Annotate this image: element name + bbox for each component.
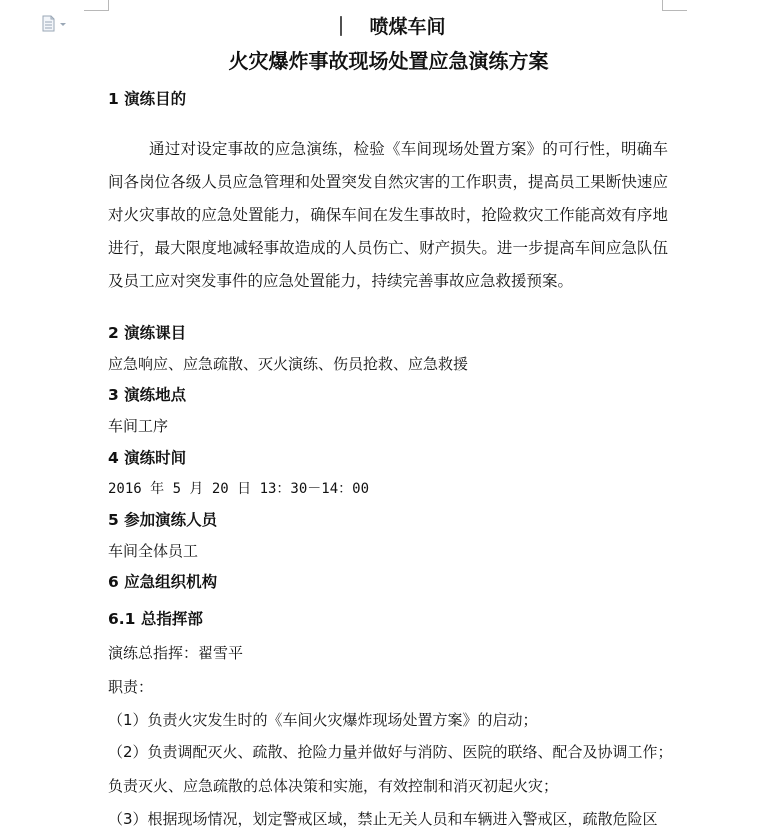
workshop-heading: ｜ 喷煤车间 — [331, 16, 446, 38]
page-corner-mark-right — [662, 0, 687, 11]
duty-item-1: （1）负责火灾发生时的《车间火灾爆炸现场处置方案》的启动； — [108, 711, 538, 729]
section-6-1-title: 6.1 总指挥部 — [108, 610, 203, 628]
duty-item-2: （2）负责调配灭火、疏散、抢险力量并做好与消防、医院的联络、配合及协调工作； — [108, 743, 673, 761]
duty-item-2-continued: 负责灭火、应急疏散的总体决策和实施，有效控制和消灭初起火灾； — [108, 777, 559, 795]
document-title: 火灾爆炸事故现场处置应急演练方案 — [228, 49, 549, 73]
section-5-body: 车间全体员工 — [108, 542, 199, 560]
section-2-title: 2 演练课目 — [108, 324, 187, 342]
section-2-body: 应急响应、应急疏散、灭火演练、伤员抢救、应急救援 — [108, 355, 469, 373]
section-1-body: 通过对设定事故的应急演练，检验《车间现场处置方案》的可行性，明确车间各岗位各级人员应急管理和处置突发自然灾害的工作职责，提高员工果断快速应对火灾事故的应急处置能力，确保车间在发生事故时，抢险救灾工作能高效有序地进行，最大限度地减轻事故造成的人员伤亡、财产损失。进一步提高车间应急队伍及员工应对突发事件的应急处置能力，持续完善事故应急救援预案。 — [108, 140, 668, 290]
duty-item-3: （3）根据现场情况，划定警戒区域，禁止无关人员和车辆进入警戒区，疏散危险区 — [108, 810, 658, 828]
section-1-title: 1 演练目的 — [108, 90, 187, 108]
section-4-title: 4 演练时间 — [108, 449, 187, 467]
duty-label: 职责： — [108, 678, 154, 696]
page-corner-mark-left — [84, 0, 109, 11]
section-4-body: 2016 年 5 月 20 日 13：30－14：00 — [108, 481, 370, 497]
section-5-title: 5 参加演练人员 — [108, 511, 218, 529]
commander-line: 演练总指挥：翟雪平 — [108, 644, 244, 662]
section-6-title: 6 应急组织机构 — [108, 573, 218, 591]
section-3-body: 车间工序 — [108, 417, 169, 435]
section-3-title: 3 演练地点 — [108, 386, 187, 404]
